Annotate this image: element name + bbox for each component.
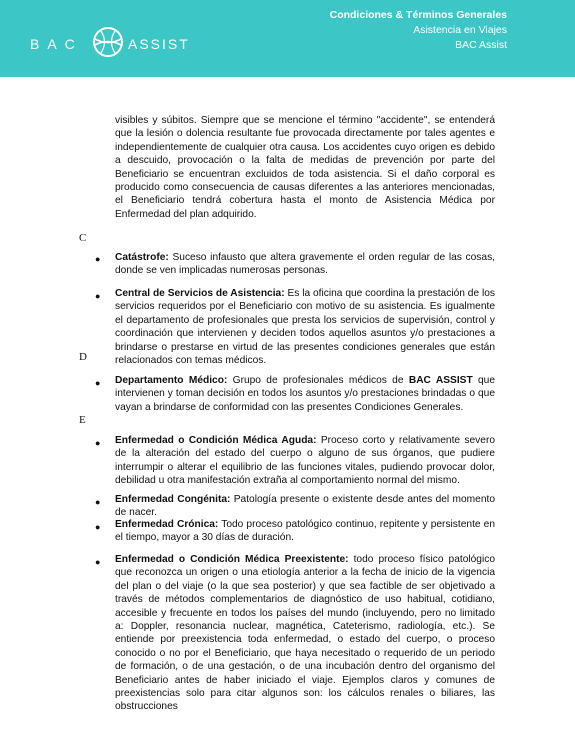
definition-central-servicios [115,287,495,367]
header-banner [0,0,575,77]
brand-name: BAC ASSIST [408,375,473,386]
bullet-icon: ● [95,378,101,388]
term-definition: Patología presente o existente desde antes del momento de nacer. [115,494,495,519]
definition-enfermedad-cronica [115,518,495,545]
term-label: Catástrofe: [115,252,169,263]
bullet-icon: ● [95,254,101,264]
bullet-icon: ● [95,522,101,532]
definition-catastrofe [115,251,495,278]
term-definition: Es la oficina que coordina la prestación de los servicios requeridos por el Beneficiario con motivo de su asistencia. Es igualmente el departamento de profesionales que presta los servicios de supervisión, control y coordinación que intervienen y deciden todos aquellos asuntos y/o prestaciones a brindarse o prestarse en virtud de las presentes condiciones generales que están relacionados con temas médicos. [115,288,495,367]
definition-enfermedad-aguda [115,434,495,488]
header-title: Condiciones & Términos Generales [329,9,507,21]
bac-assist-logo [30,26,190,60]
bullet-icon: ● [95,291,101,301]
term-definition: Todo proceso patológico continuo, repitente y persistente en el tiempo, mayor a 30 días de duración. [115,519,495,544]
term-label: Enfermedad o Condición Médica Aguda: [115,435,317,446]
term-definition: Suceso infausto que altera gravemente el orden regular de las cosas, donde se ven implicadas numerosas personas. [115,252,495,277]
definition-enfermedad-preexistente [115,553,495,714]
term-label: Enfermedad o Condición Médica Preexistente: [115,554,349,565]
term-label: Enfermedad Congénita: [115,494,231,505]
section-letter-e: E [79,414,86,426]
term-label: Central de Servicios de Asistencia: [115,288,285,299]
bullet-icon: ● [95,497,101,507]
definition-enfermedad-congenita [115,493,495,520]
bullet-icon: ● [95,438,101,448]
section-letter-d: D [79,351,87,363]
header-subtitle: Asistencia en Viajes [413,24,507,36]
header-company: BAC Assist [455,39,507,51]
term-label: Enfermedad Crónica: [115,519,219,530]
bullet-icon: ● [95,557,101,567]
definition-departamento-medico [115,374,495,414]
section-letter-c: C [79,232,87,244]
term-definition-cont: que intervienen y toman decisión en todos los asuntos y/o prestaciones brindadas o que vayan a brindarse de conformidad con las presentes Condiciones Generales. [115,375,496,413]
term-definition: todo proceso físico patológico que reconozca un origen o una etiología anterior a la fecha de inicio de la vigencia del plan o del viaje (o la que sea posterior) y que sea factible de ser objetivado a través de métodos complementarios de diagnóstico de uso habitual, cotidiano, accesible y frecuente en todos los países del mundo (incluyendo, pero no limitado a: Doppler, resonancia nuclear, magnética, Cateterismo, radiología, etc.). Se entiende por preexistencia toda enfermedad, o estado del cuerpo, o proceso conocido o no por el Beneficiario, que haya necesitado o requerido de un periodo de formación, o de una gestación, o de una incubación dentro del organismo del Beneficiario antes de haber iniciado el viaje. Ejemplos claros y comunes de preexistencias solo para citar algunos son: los cálculos renales o biliares, las obstrucciones [115,554,495,713]
term-label: Departamento Médico: [115,375,228,386]
globe-logo-icon [92,26,124,58]
logo-text-assist: ASSIST [128,36,190,52]
term-definition: Proceso corto y relativamente severo de la alteración del estado del cuerpo o alguno de sus órganos, que pudiere interrumpir o alterar el equilibrio de las funciones vitales, pudiendo provocar dolor, debilidad u otra manifestación extraña al comportamiento normal del mismo. [115,435,496,487]
header-title-block [330,8,507,53]
term-definition: Grupo de profesionales médicos de [227,375,409,386]
intro-paragraph: visibles y súbitos. Siempre que se mencione el término "accidente", se entenderá que la lesión o dolencia resultante fue provocada directamente por tales agentes e independientemente de cualquier otra causa. Los accidentes cuyo origen es debido a descuido, provocación o la falta de medidas de prevención por parte del Beneficiario se encuentran excluidos de toda asistencia. Si el daño corporal es producido como consecuencia de causas diferentes a las anteriores mencionadas, el Beneficiario tendrá cobertura hasta el monto de Asistencia Médica por Enfermedad del plan adquirido. [115,115,495,220]
logo-text-bac: BAC [30,36,83,52]
